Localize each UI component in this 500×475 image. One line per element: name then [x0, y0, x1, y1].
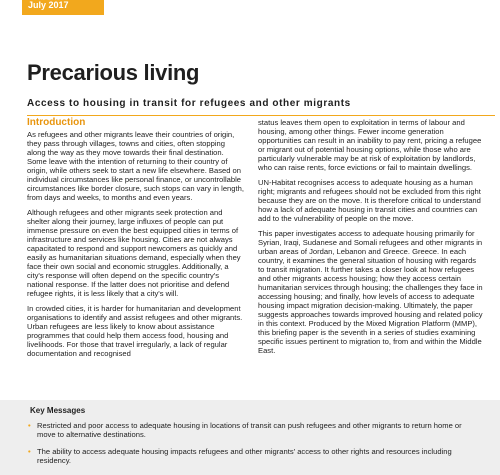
bullet-icon: • — [28, 447, 31, 456]
list-item — [28, 421, 478, 439]
left-column — [27, 118, 245, 364]
key-message-text: The ability to access adequate housing impacts refugees and other migrants' access to other rights and resources including residency. — [37, 447, 452, 465]
date-tab — [22, 0, 104, 15]
key-message-text: Restricted and poor access to adequate housing in locations of transit can push refugees and other migrants to return home or move to alternative destinations. — [37, 421, 462, 439]
key-messages-heading: Key Messages — [30, 406, 86, 415]
paragraph: Although refugees and other migrants seek protection and shelter along their journey, large influxes of people can put immense pressure on even the best equipped cities in terms of infrastructure and services like housing. Cities are not always capacitated to respond and support newcomers as quickly and easily as humanitarian situations demand, especially when they face their own social and economic struggles. Additionally, a city's response will often depend on the specific country's national response. If the latter does not prioritise and defend refugee rights, it is less likely that a city's will. — [27, 208, 241, 298]
publication-date: July 2017 — [28, 0, 69, 10]
title-divider — [27, 115, 495, 116]
page-subtitle: Access to housing in transit for refugees and other migrants — [27, 98, 351, 109]
bullet-icon: • — [28, 421, 31, 430]
right-column — [258, 118, 484, 361]
paragraph: As refugees and other migrants leave their countries of origin, they pass through villages, towns and cities, often stopping along the way as they move towards their final destination. Some leave with the intention of returning to their country of origin, while others seek to start a new life elsewhere. Based on individual circumstances like personal finance, or uncontrollable circumstances like border closure, such stops can vary in length, from days and weeks, to months and even years. — [27, 130, 244, 202]
list-item — [28, 447, 478, 465]
paragraph: UN-Habitat recognises access to adequate housing as a human right; migrants and refugees should not be excluded from this right because they are on the move. It is therefore critical to understand how a lack of adequate housing in transit cities and countries can add to the vulnerability of people on the move. — [258, 178, 481, 223]
key-messages-list — [28, 421, 478, 473]
paragraph: In crowded cities, it is harder for humanitarian and development organisations to identify and assist refugees and other migrants. Urban refugees are less likely to know about assistance programmes that could help them access food, housing and livelihoods. For those that travel irregularly, a lack of regular documentation and recognised — [27, 304, 243, 358]
introduction-heading: Introduction — [27, 117, 86, 128]
paragraph: status leaves them open to exploitation in terms of labour and housing, among other things. Fewer income generation opportunities can result in an inability to pay rent, pricing a refugee or migrant out of potential housing options, while those who are particularly vulnerable may be at risk of exploitation by landlords, who can raise rents, force evictions or fail to maintain dwellings. — [258, 118, 482, 172]
paragraph: This paper investigates access to adequate housing primarily for Syrian, Iraqi, Sudanese and Somali refugees and other migrants in urban areas of Jordan, Lebanon and Greece. Greece. In each country, it examines the general situation of housing with regards to transit migration. It further takes a closer look at how refugees and other migrants access housing; how they access certain humanitarian services through housing; the challenges they face in accessing housing; and finally, how levels of access to adequate housing impact migration decision-making. Ultimately, the paper suggests approaches towards improved housing and related policy in this context. Produced by the Mixed Migration Platform (MMP), this briefing paper is the seventh in a series of studies examining specific issues pertinent to migration to, from and within the Middle East. — [258, 229, 483, 355]
page-title: Precarious living — [27, 60, 200, 85]
